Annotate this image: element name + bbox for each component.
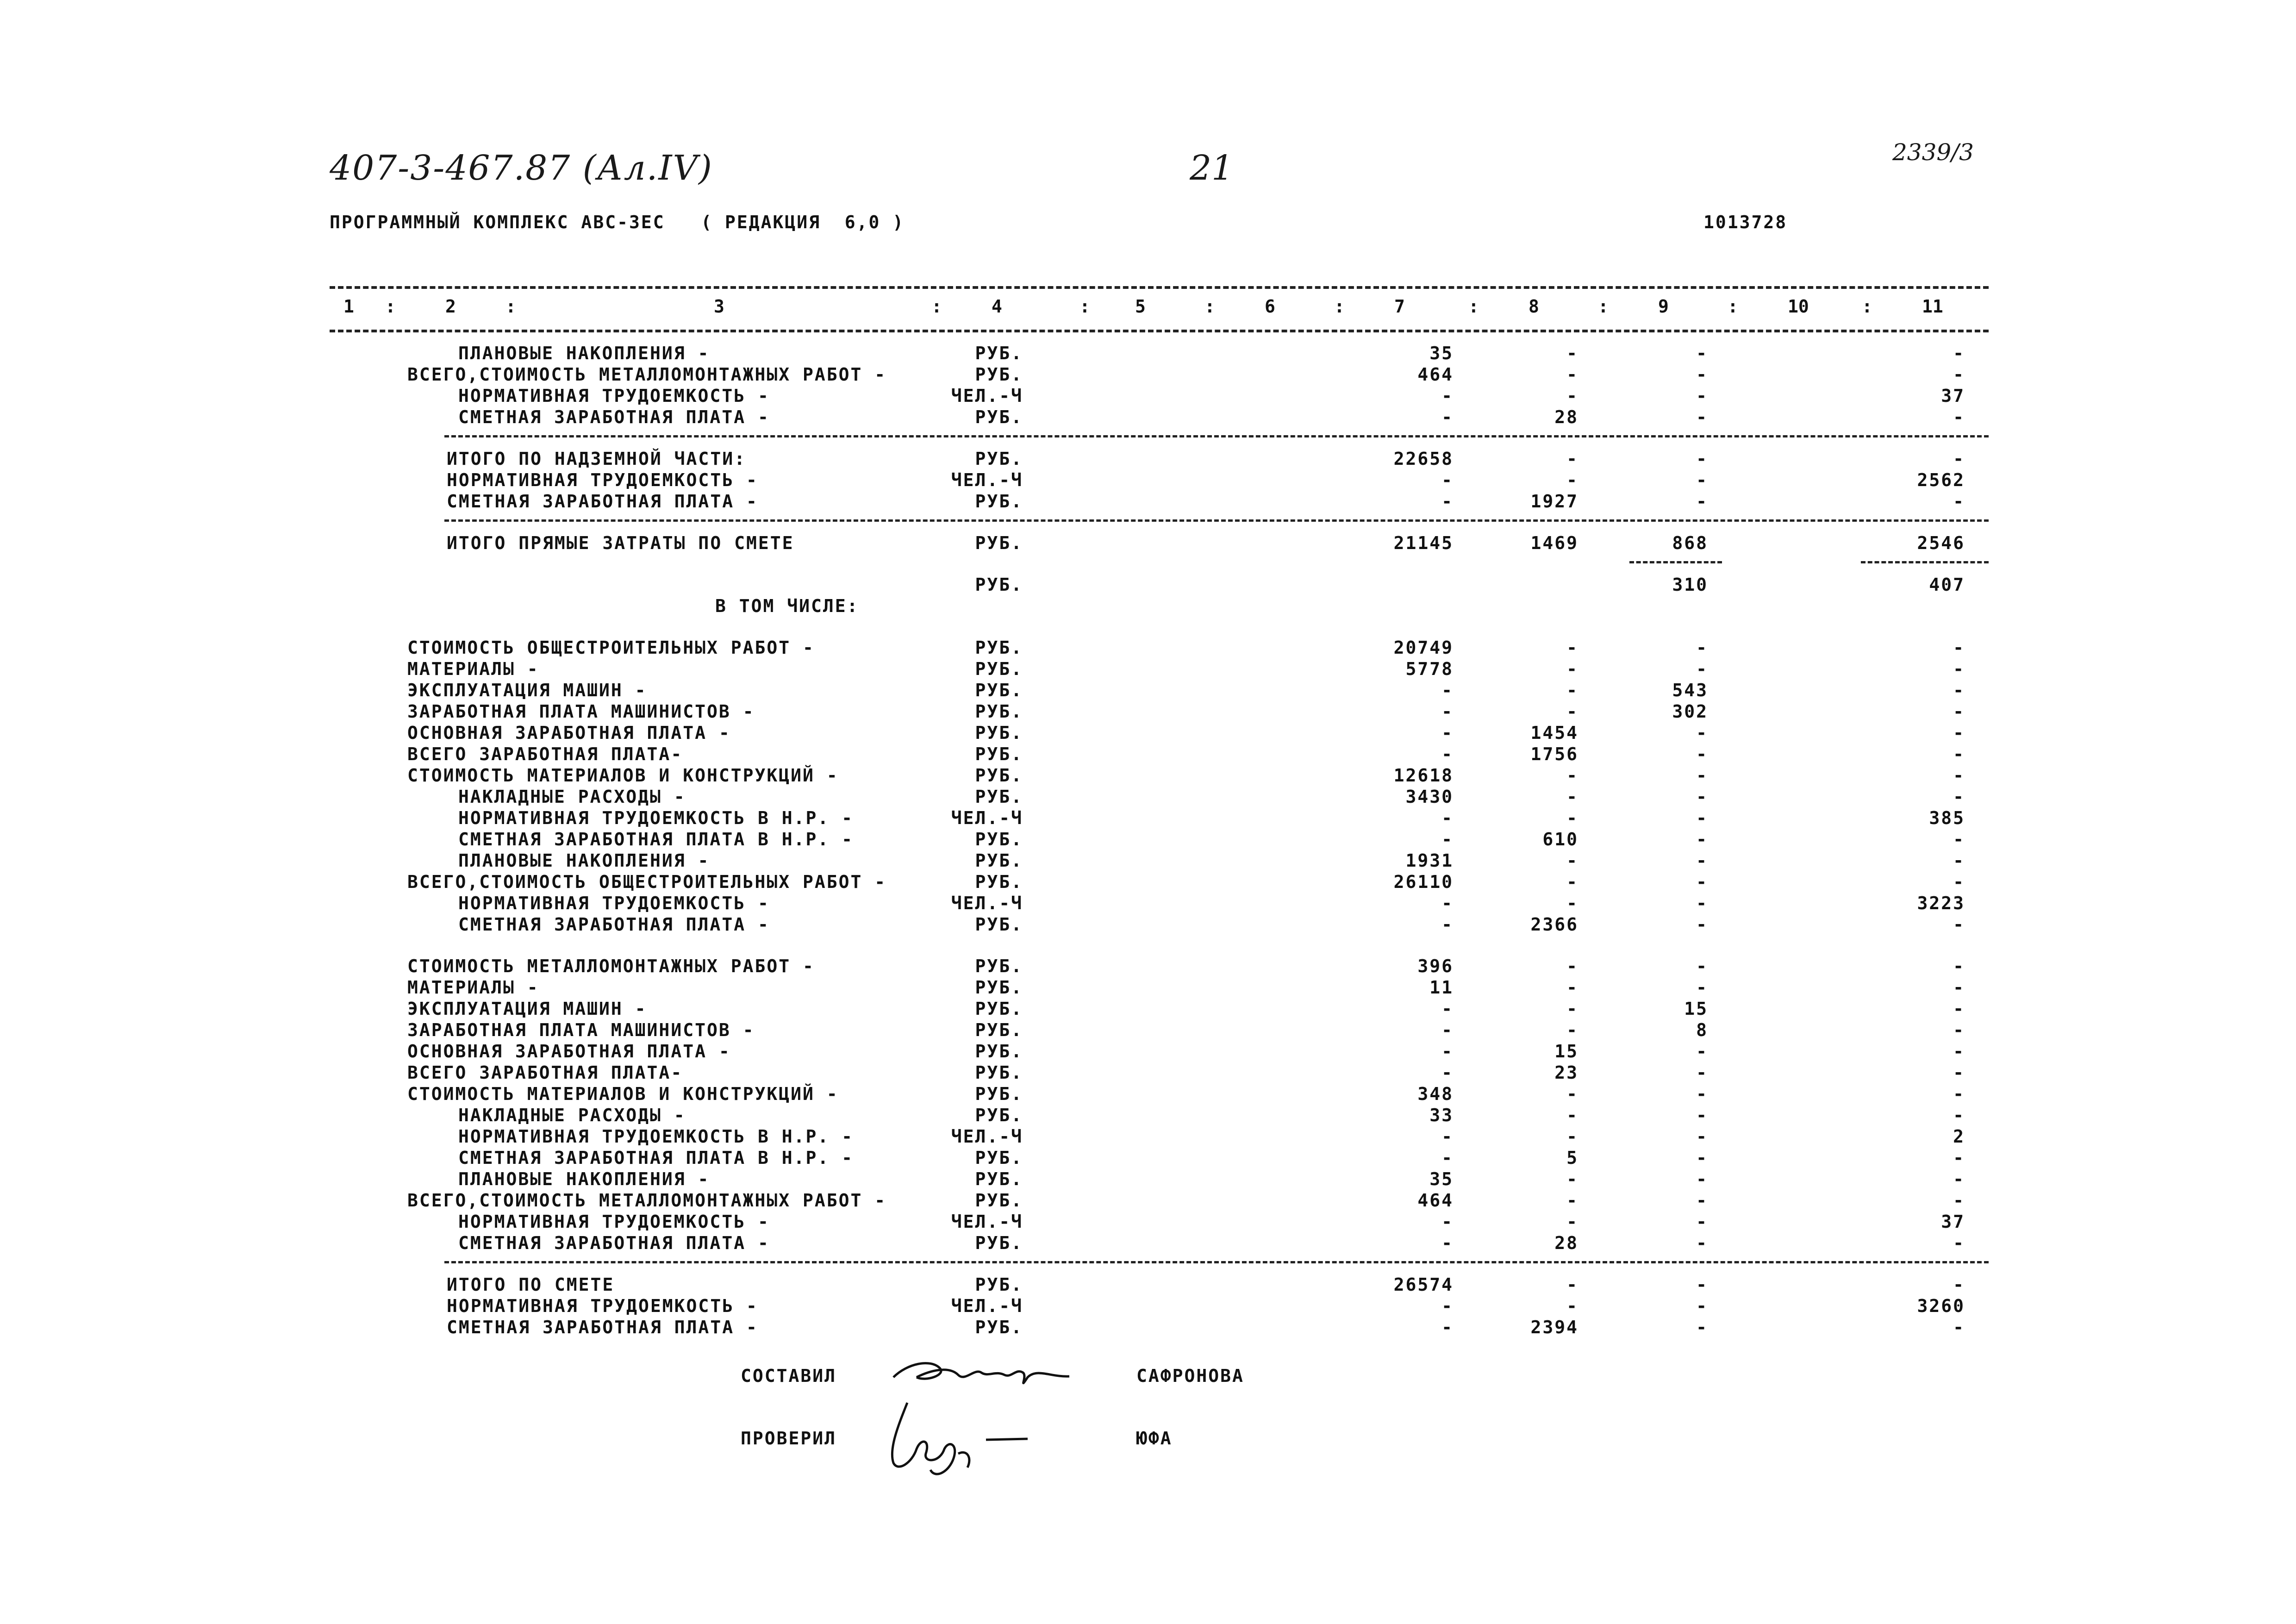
row-value-c9: - bbox=[1696, 1317, 1708, 1337]
row-unit: РУБ. bbox=[975, 1020, 1023, 1040]
row-value-c7: - bbox=[1441, 829, 1454, 849]
row-value-c8: 1756 bbox=[1530, 744, 1578, 764]
column-separator: : bbox=[1468, 296, 1479, 317]
row-value-c7: - bbox=[1441, 893, 1454, 913]
column-separator: : bbox=[385, 296, 396, 317]
row-unit: РУБ. bbox=[975, 680, 1023, 700]
row-value-c11: - bbox=[1953, 765, 1965, 786]
row-value-c8: - bbox=[1566, 701, 1578, 722]
row-value-c7: - bbox=[1441, 1126, 1454, 1147]
row-value-c8: 28 bbox=[1554, 1233, 1578, 1253]
row-value-c8: - bbox=[1566, 956, 1578, 976]
section-rule bbox=[444, 519, 1989, 522]
row-value-c8: - bbox=[1566, 808, 1578, 828]
row-value-c7: - bbox=[1441, 1296, 1454, 1316]
compiled-signature bbox=[889, 1349, 1074, 1400]
row-value-c8: - bbox=[1566, 787, 1578, 807]
row-label: СТОИМОСТЬ МЕТАЛЛОМОНТАЖНЫХ РАБОТ - bbox=[407, 956, 815, 976]
row-label: ВСЕГО ЗАРАБОТНАЯ ПЛАТА- bbox=[407, 1062, 683, 1083]
row-value-c8: - bbox=[1566, 386, 1578, 406]
row-value-c8: - bbox=[1566, 765, 1578, 786]
row-value-c8: 1454 bbox=[1530, 723, 1578, 743]
row-value-c7: 1931 bbox=[1405, 850, 1454, 871]
row-value-c7: - bbox=[1441, 999, 1454, 1019]
row-value-c7: 12618 bbox=[1393, 765, 1454, 786]
row-unit: РУБ. bbox=[975, 1041, 1023, 1062]
row-value-c11: - bbox=[1953, 999, 1965, 1019]
row-value-c9: - bbox=[1696, 893, 1708, 913]
row-value-c9: - bbox=[1696, 872, 1708, 892]
row-unit: РУБ. bbox=[975, 533, 1023, 553]
row-unit: РУБ. bbox=[975, 575, 1023, 595]
row-value-c7: 26574 bbox=[1393, 1274, 1454, 1295]
row-label: НОРМАТИВНАЯ ТРУДОЕМКОСТЬ - bbox=[458, 893, 770, 913]
row-value-c9: - bbox=[1696, 1105, 1708, 1125]
row-value-c8: 15 bbox=[1554, 1041, 1578, 1062]
row-unit: ЧЕЛ.-Ч bbox=[951, 386, 1023, 406]
row-value-c9: - bbox=[1696, 787, 1708, 807]
row-value-c11: - bbox=[1953, 872, 1965, 892]
row-value-c7: 3430 bbox=[1405, 787, 1454, 807]
row-value-c11: - bbox=[1953, 829, 1965, 849]
row-value-c7: 20749 bbox=[1393, 637, 1454, 658]
row-value-c7: 464 bbox=[1417, 364, 1454, 385]
row-label: СМЕТНАЯ ЗАРАБОТНАЯ ПЛАТА - bbox=[458, 914, 770, 935]
row-label: СМЕТНАЯ ЗАРАБОТНАЯ ПЛАТА В Н.Р. - bbox=[458, 829, 854, 849]
row-unit: РУБ. bbox=[975, 1062, 1023, 1083]
column-separator: : bbox=[1079, 296, 1090, 317]
column-number-2: 2 bbox=[445, 296, 456, 317]
row-unit: РУБ. bbox=[975, 999, 1023, 1019]
subtotal-rule bbox=[1629, 561, 1722, 563]
program-title: ПРОГРАММНЫЙ КОМПЛЕКС АВС-3ЕС ( РЕДАКЦИЯ 6,0 ) bbox=[330, 212, 905, 232]
column-number-6: 6 bbox=[1265, 296, 1275, 317]
row-label: ВСЕГО,СТОИМОСТЬ ОБЩЕСТРОИТЕЛЬНЫХ РАБОТ - bbox=[407, 872, 887, 892]
row-label: СМЕТНАЯ ЗАРАБОТНАЯ ПЛАТА - bbox=[458, 407, 770, 427]
row-value-c11: - bbox=[1953, 680, 1965, 700]
row-value-c11: - bbox=[1953, 1190, 1965, 1211]
row-value-c9: - bbox=[1696, 407, 1708, 427]
row-unit: РУБ. bbox=[975, 872, 1023, 892]
row-label: ИТОГО ПРЯМЫЕ ЗАТРАТЫ ПО СМЕТЕ bbox=[447, 533, 794, 553]
checked-label: ПРОВЕРИЛ bbox=[741, 1428, 837, 1449]
row-value-c9: - bbox=[1696, 808, 1708, 828]
row-value-c7: 396 bbox=[1417, 956, 1454, 976]
row-value-c7: 11 bbox=[1429, 977, 1454, 998]
row-label: НАКЛАДНЫЕ РАСХОДЫ - bbox=[458, 787, 686, 807]
row-value-c8: - bbox=[1566, 449, 1578, 469]
row-value-c8: 28 bbox=[1554, 407, 1578, 427]
row-label: СМЕТНАЯ ЗАРАБОТНАЯ ПЛАТА В Н.Р. - bbox=[458, 1148, 854, 1168]
row-value-c7: - bbox=[1441, 1020, 1454, 1040]
sheet-code: 2339/3 bbox=[1892, 139, 1974, 166]
row-value-c11: - bbox=[1953, 1084, 1965, 1104]
row-value-c11: - bbox=[1953, 787, 1965, 807]
row-label: СТОИМОСТЬ ОБЩЕСТРОИТЕЛЬНЫХ РАБОТ - bbox=[407, 637, 815, 658]
row-value-c8: - bbox=[1566, 1274, 1578, 1295]
row-value-c7: - bbox=[1441, 723, 1454, 743]
row-value-c9: - bbox=[1696, 449, 1708, 469]
row-value-c7: - bbox=[1441, 1212, 1454, 1232]
row-value-c9: - bbox=[1696, 1126, 1708, 1147]
section-rule bbox=[444, 1261, 1989, 1263]
row-value-c7: 35 bbox=[1429, 1169, 1454, 1189]
row-value-c11: - bbox=[1953, 343, 1965, 363]
row-value-c11: - bbox=[1953, 1105, 1965, 1125]
row-label: НОРМАТИВНАЯ ТРУДОЕМКОСТЬ - bbox=[447, 1296, 758, 1316]
row-unit: ЧЕЛ.-Ч bbox=[951, 1126, 1023, 1147]
row-value-c8: - bbox=[1566, 470, 1578, 490]
column-separator: : bbox=[1728, 296, 1738, 317]
column-separator: : bbox=[1334, 296, 1345, 317]
row-value-c8: 23 bbox=[1554, 1062, 1578, 1083]
row-label: СТОИМОСТЬ МАТЕРИАЛОВ И КОНСТРУКЦИЙ - bbox=[407, 1084, 839, 1104]
row-value-c11: - bbox=[1953, 977, 1965, 998]
row-label: ЗАРАБОТНАЯ ПЛАТА МАШИНИСТОВ - bbox=[407, 701, 755, 722]
row-value-c7: 5778 bbox=[1405, 659, 1454, 679]
row-value-c9: - bbox=[1696, 1212, 1708, 1232]
row-value-c7: 26110 bbox=[1393, 872, 1454, 892]
column-number-3: 3 bbox=[714, 296, 724, 317]
row-value-c11: - bbox=[1953, 449, 1965, 469]
row-value-c11: - bbox=[1953, 491, 1965, 512]
row-value-c7: - bbox=[1441, 1041, 1454, 1062]
row-value-c8: 610 bbox=[1542, 829, 1578, 849]
row-value-c9: - bbox=[1696, 1041, 1708, 1062]
row-unit: ЧЕЛ.-Ч bbox=[951, 470, 1023, 490]
row-value-c8: - bbox=[1566, 850, 1578, 871]
row-unit: РУБ. bbox=[975, 1190, 1023, 1211]
row-value-c7: - bbox=[1441, 914, 1454, 935]
row-value-c8: 5 bbox=[1566, 1148, 1578, 1168]
row-value-c8: - bbox=[1566, 999, 1578, 1019]
row-value-c8: - bbox=[1566, 659, 1578, 679]
row-label: МАТЕРИАЛЫ - bbox=[407, 659, 539, 679]
row-label: СМЕТНАЯ ЗАРАБОТНАЯ ПЛАТА - bbox=[447, 1317, 758, 1337]
row-unit: РУБ. bbox=[975, 637, 1023, 658]
row-unit: РУБ. bbox=[975, 829, 1023, 849]
row-label: СМЕТНАЯ ЗАРАБОТНАЯ ПЛАТА - bbox=[447, 491, 758, 512]
row-value-c7: - bbox=[1441, 808, 1454, 828]
row-value-c11: - bbox=[1953, 1041, 1965, 1062]
row-unit: РУБ. bbox=[975, 449, 1023, 469]
row-value-c8: - bbox=[1566, 680, 1578, 700]
row-value-c11: 3260 bbox=[1917, 1296, 1965, 1316]
section-rule bbox=[444, 435, 1989, 437]
row-unit: РУБ. bbox=[975, 1169, 1023, 1189]
column-number-10: 10 bbox=[1788, 296, 1809, 317]
column-separator: : bbox=[931, 296, 942, 317]
row-label: НАКЛАДНЫЕ РАСХОДЫ - bbox=[458, 1105, 686, 1125]
row-value-c11: - bbox=[1953, 1233, 1965, 1253]
row-unit: РУБ. bbox=[975, 1084, 1023, 1104]
row-unit: РУБ. bbox=[975, 977, 1023, 998]
row-unit: РУБ. bbox=[975, 723, 1023, 743]
row-value-c8: - bbox=[1566, 364, 1578, 385]
row-value-c7: - bbox=[1441, 407, 1454, 427]
row-value-c8: - bbox=[1566, 1296, 1578, 1316]
row-unit: РУБ. bbox=[975, 1317, 1023, 1337]
row-value-c7: - bbox=[1441, 386, 1454, 406]
row-value-c7: 33 bbox=[1429, 1105, 1454, 1125]
row-unit: РУБ. bbox=[975, 1274, 1023, 1295]
row-value-c9: 302 bbox=[1672, 701, 1708, 722]
row-value-c8: 1927 bbox=[1530, 491, 1578, 512]
row-value-c9: - bbox=[1696, 829, 1708, 849]
row-value-c11: - bbox=[1953, 956, 1965, 976]
row-value-c9: 543 bbox=[1672, 680, 1708, 700]
row-value-c8: - bbox=[1566, 893, 1578, 913]
row-unit: ЧЕЛ.-Ч bbox=[951, 1296, 1023, 1316]
row-value-c11: - bbox=[1953, 914, 1965, 935]
row-value-c9: - bbox=[1696, 850, 1708, 871]
row-unit: ЧЕЛ.-Ч bbox=[951, 1212, 1023, 1232]
row-unit: РУБ. bbox=[975, 343, 1023, 363]
row-label: ВСЕГО,СТОИМОСТЬ МЕТАЛЛОМОНТАЖНЫХ РАБОТ - bbox=[407, 1190, 887, 1211]
row-label: СМЕТНАЯ ЗАРАБОТНАЯ ПЛАТА - bbox=[458, 1233, 770, 1253]
row-value-c9: - bbox=[1696, 956, 1708, 976]
row-unit: РУБ. bbox=[975, 491, 1023, 512]
row-label: СТОИМОСТЬ МАТЕРИАЛОВ И КОНСТРУКЦИЙ - bbox=[407, 765, 839, 786]
row-label: ЭКСПЛУАТАЦИЯ МАШИН - bbox=[407, 680, 647, 700]
row-value-c11: - bbox=[1953, 364, 1965, 385]
row-value-c9: - bbox=[1696, 491, 1708, 512]
row-value-c7: 21145 bbox=[1393, 533, 1454, 553]
row-value-c9: - bbox=[1696, 914, 1708, 935]
row-value-c7: 348 bbox=[1417, 1084, 1454, 1104]
row-label: В ТОМ ЧИСЛЕ: bbox=[715, 596, 859, 616]
row-value-c8: 2366 bbox=[1530, 914, 1578, 935]
row-value-c8: - bbox=[1566, 977, 1578, 998]
row-value-c11: - bbox=[1953, 744, 1965, 764]
row-unit: ЧЕЛ.-Ч bbox=[951, 808, 1023, 828]
row-value-c8: - bbox=[1566, 1126, 1578, 1147]
row-value-c11: - bbox=[1953, 1317, 1965, 1337]
row-label: НОРМАТИВНАЯ ТРУДОЕМКОСТЬ - bbox=[458, 1212, 770, 1232]
row-label: ОСНОВНАЯ ЗАРАБОТНАЯ ПЛАТА - bbox=[407, 1041, 731, 1062]
subtotal-rule bbox=[1861, 561, 1989, 563]
row-value-c9: - bbox=[1696, 364, 1708, 385]
row-value-c7: - bbox=[1441, 470, 1454, 490]
column-number-9: 9 bbox=[1658, 296, 1669, 317]
row-label: ОСНОВНАЯ ЗАРАБОТНАЯ ПЛАТА - bbox=[407, 723, 731, 743]
row-unit: РУБ. bbox=[975, 850, 1023, 871]
row-value-c8: - bbox=[1566, 1105, 1578, 1125]
row-value-c11: 407 bbox=[1929, 575, 1965, 595]
row-label: ВСЕГО,СТОИМОСТЬ МЕТАЛЛОМОНТАЖНЫХ РАБОТ - bbox=[407, 364, 887, 385]
row-value-c9: - bbox=[1696, 1233, 1708, 1253]
row-unit: РУБ. bbox=[975, 956, 1023, 976]
row-label: ЗАРАБОТНАЯ ПЛАТА МАШИНИСТОВ - bbox=[407, 1020, 755, 1040]
row-value-c11: - bbox=[1953, 723, 1965, 743]
row-label: НОРМАТИВНАЯ ТРУДОЕМКОСТЬ В Н.Р. - bbox=[458, 808, 854, 828]
row-value-c7: - bbox=[1441, 744, 1454, 764]
column-separator: : bbox=[505, 296, 516, 317]
row-value-c11: - bbox=[1953, 1020, 1965, 1040]
row-value-c9: - bbox=[1696, 1274, 1708, 1295]
row-value-c9: - bbox=[1696, 659, 1708, 679]
row-unit: РУБ. bbox=[975, 659, 1023, 679]
row-value-c7: - bbox=[1441, 680, 1454, 700]
row-value-c9: - bbox=[1696, 1084, 1708, 1104]
row-value-c11: 3223 bbox=[1917, 893, 1965, 913]
row-label: МАТЕРИАЛЫ - bbox=[407, 977, 539, 998]
row-value-c9: - bbox=[1696, 386, 1708, 406]
compiled-name: САФРОНОВА bbox=[1136, 1366, 1244, 1386]
row-value-c9: - bbox=[1696, 1190, 1708, 1211]
page-number: 21 bbox=[1190, 148, 1234, 188]
row-value-c9: 15 bbox=[1684, 999, 1708, 1019]
row-unit: РУБ. bbox=[975, 787, 1023, 807]
row-value-c9: 310 bbox=[1672, 575, 1708, 595]
row-value-c9: - bbox=[1696, 1148, 1708, 1168]
row-unit: РУБ. bbox=[975, 1148, 1023, 1168]
row-label: ВСЕГО ЗАРАБОТНАЯ ПЛАТА- bbox=[407, 744, 683, 764]
row-unit: РУБ. bbox=[975, 765, 1023, 786]
column-number-4: 4 bbox=[992, 296, 1002, 317]
row-value-c11: - bbox=[1953, 407, 1965, 427]
row-value-c7: - bbox=[1441, 701, 1454, 722]
checked-name: ЮФА bbox=[1136, 1428, 1173, 1449]
row-value-c11: 385 bbox=[1929, 808, 1965, 828]
row-value-c7: - bbox=[1441, 1317, 1454, 1337]
row-label: НОРМАТИВНАЯ ТРУДОЕМКОСТЬ В Н.Р. - bbox=[458, 1126, 854, 1147]
row-value-c7: 35 bbox=[1429, 343, 1454, 363]
column-number-7: 7 bbox=[1394, 296, 1405, 317]
row-value-c9: - bbox=[1696, 977, 1708, 998]
compiled-label: СОСТАВИЛ bbox=[741, 1366, 837, 1386]
row-value-c11: - bbox=[1953, 1148, 1965, 1168]
row-value-c11: 37 bbox=[1941, 1212, 1965, 1232]
row-value-c11: - bbox=[1953, 659, 1965, 679]
row-label: НОРМАТИВНАЯ ТРУДОЕМКОСТЬ - bbox=[458, 386, 770, 406]
row-unit: РУБ. bbox=[975, 407, 1023, 427]
row-label: ПЛАНОВЫЕ НАКОПЛЕНИЯ - bbox=[458, 850, 710, 871]
checked-signature bbox=[880, 1393, 1032, 1481]
row-value-c7: 22658 bbox=[1393, 449, 1454, 469]
row-value-c9: - bbox=[1696, 723, 1708, 743]
row-unit: РУБ. bbox=[975, 364, 1023, 385]
row-value-c8: - bbox=[1566, 1169, 1578, 1189]
row-value-c7: - bbox=[1441, 1148, 1454, 1168]
row-value-c11: - bbox=[1953, 637, 1965, 658]
row-value-c7: - bbox=[1441, 1233, 1454, 1253]
row-value-c9: - bbox=[1696, 1062, 1708, 1083]
row-value-c8: - bbox=[1566, 637, 1578, 658]
document-code: 407-3-467.87 (Ал.IV) bbox=[330, 148, 713, 188]
row-value-c11: - bbox=[1953, 1062, 1965, 1083]
row-value-c8: - bbox=[1566, 1212, 1578, 1232]
row-value-c9: - bbox=[1696, 470, 1708, 490]
row-value-c8: 2394 bbox=[1530, 1317, 1578, 1337]
column-number-5: 5 bbox=[1135, 296, 1146, 317]
row-value-c9: - bbox=[1696, 343, 1708, 363]
row-value-c8: 1469 bbox=[1530, 533, 1578, 553]
row-value-c9: 868 bbox=[1672, 533, 1708, 553]
column-number-1: 1 bbox=[343, 296, 354, 317]
row-value-c8: - bbox=[1566, 1020, 1578, 1040]
row-label: ИТОГО ПО СМЕТЕ bbox=[447, 1274, 615, 1295]
row-value-c11: - bbox=[1953, 701, 1965, 722]
row-value-c7: 464 bbox=[1417, 1190, 1454, 1211]
row-value-c11: 2 bbox=[1953, 1126, 1965, 1147]
row-value-c9: - bbox=[1696, 765, 1708, 786]
column-separator: : bbox=[1204, 296, 1215, 317]
row-value-c8: - bbox=[1566, 343, 1578, 363]
row-value-c7: - bbox=[1441, 491, 1454, 512]
row-value-c8: - bbox=[1566, 872, 1578, 892]
row-label: ПЛАНОВЫЕ НАКОПЛЕНИЯ - bbox=[458, 1169, 710, 1189]
row-value-c11: 37 bbox=[1941, 386, 1965, 406]
row-label: НОРМАТИВНАЯ ТРУДОЕМКОСТЬ - bbox=[447, 470, 758, 490]
row-label: ИТОГО ПО НАДЗЕМНОЙ ЧАСТИ: bbox=[447, 449, 746, 469]
row-unit: РУБ. bbox=[975, 1233, 1023, 1253]
row-value-c9: - bbox=[1696, 637, 1708, 658]
row-unit: РУБ. bbox=[975, 701, 1023, 722]
program-id: 1013728 bbox=[1703, 212, 1788, 232]
row-value-c9: 8 bbox=[1696, 1020, 1708, 1040]
row-value-c9: - bbox=[1696, 744, 1708, 764]
column-number-8: 8 bbox=[1529, 296, 1539, 317]
row-value-c11: - bbox=[1953, 850, 1965, 871]
row-unit: РУБ. bbox=[975, 1105, 1023, 1125]
row-value-c11: - bbox=[1953, 1169, 1965, 1189]
row-value-c11: 2546 bbox=[1917, 533, 1965, 553]
row-unit: РУБ. bbox=[975, 744, 1023, 764]
row-value-c8: - bbox=[1566, 1190, 1578, 1211]
row-value-c7: - bbox=[1441, 1062, 1454, 1083]
column-separator: : bbox=[1862, 296, 1872, 317]
row-value-c9: - bbox=[1696, 1169, 1708, 1189]
row-unit: ЧЕЛ.-Ч bbox=[951, 893, 1023, 913]
column-separator: : bbox=[1598, 296, 1609, 317]
row-value-c8: - bbox=[1566, 1084, 1578, 1104]
row-label: ПЛАНОВЫЕ НАКОПЛЕНИЯ - bbox=[458, 343, 710, 363]
row-value-c11: 2562 bbox=[1917, 470, 1965, 490]
row-unit: РУБ. bbox=[975, 914, 1023, 935]
row-value-c11: - bbox=[1953, 1274, 1965, 1295]
row-value-c9: - bbox=[1696, 1296, 1708, 1316]
column-number-11: 11 bbox=[1922, 296, 1943, 317]
row-label: ЭКСПЛУАТАЦИЯ МАШИН - bbox=[407, 999, 647, 1019]
